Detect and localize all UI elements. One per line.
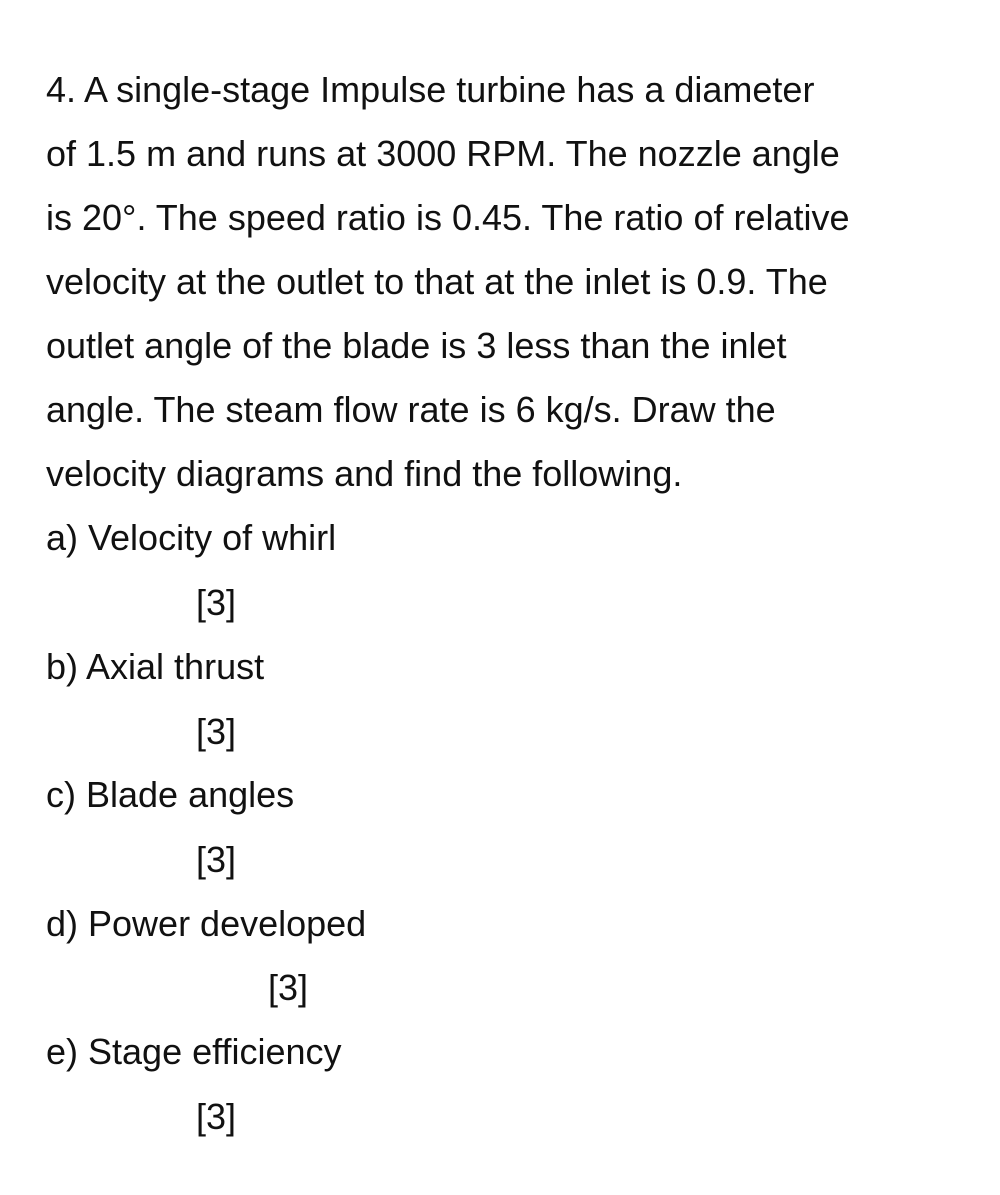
part-e-label: e) Stage efficiency xyxy=(46,1031,342,1072)
question-line-6: angle. The steam flow rate is 6 kg/s. Draw the xyxy=(46,389,776,430)
part-d-marks: [3] xyxy=(268,967,309,1008)
question-line-4: velocity at the outlet to that at the inlet is 0.9. The xyxy=(46,261,828,302)
question-line-5: outlet angle of the blade is 3 less than the inlet xyxy=(46,325,787,366)
part-b-marks: [3] xyxy=(196,711,237,752)
part-c-label: c) Blade angles xyxy=(46,774,295,815)
question-line-3: is 20°. The speed ratio is 0.45. The ratio of relative xyxy=(46,197,850,238)
part-a-label: a) Velocity of whirl xyxy=(46,517,337,558)
part-d-label: d) Power developed xyxy=(46,903,367,944)
part-b-label: b) Axial thrust xyxy=(46,646,265,687)
part-c-marks: [3] xyxy=(196,839,237,880)
part-e-marks: [3] xyxy=(196,1096,237,1137)
part-a-marks: [3] xyxy=(196,582,237,623)
question-line-2: of 1.5 m and runs at 3000 RPM. The nozzle angle xyxy=(46,133,840,174)
question-line-1: 4. A single-stage Impulse turbine has a diameter xyxy=(46,69,815,110)
question-line-7: velocity diagrams and find the following. xyxy=(46,453,683,494)
